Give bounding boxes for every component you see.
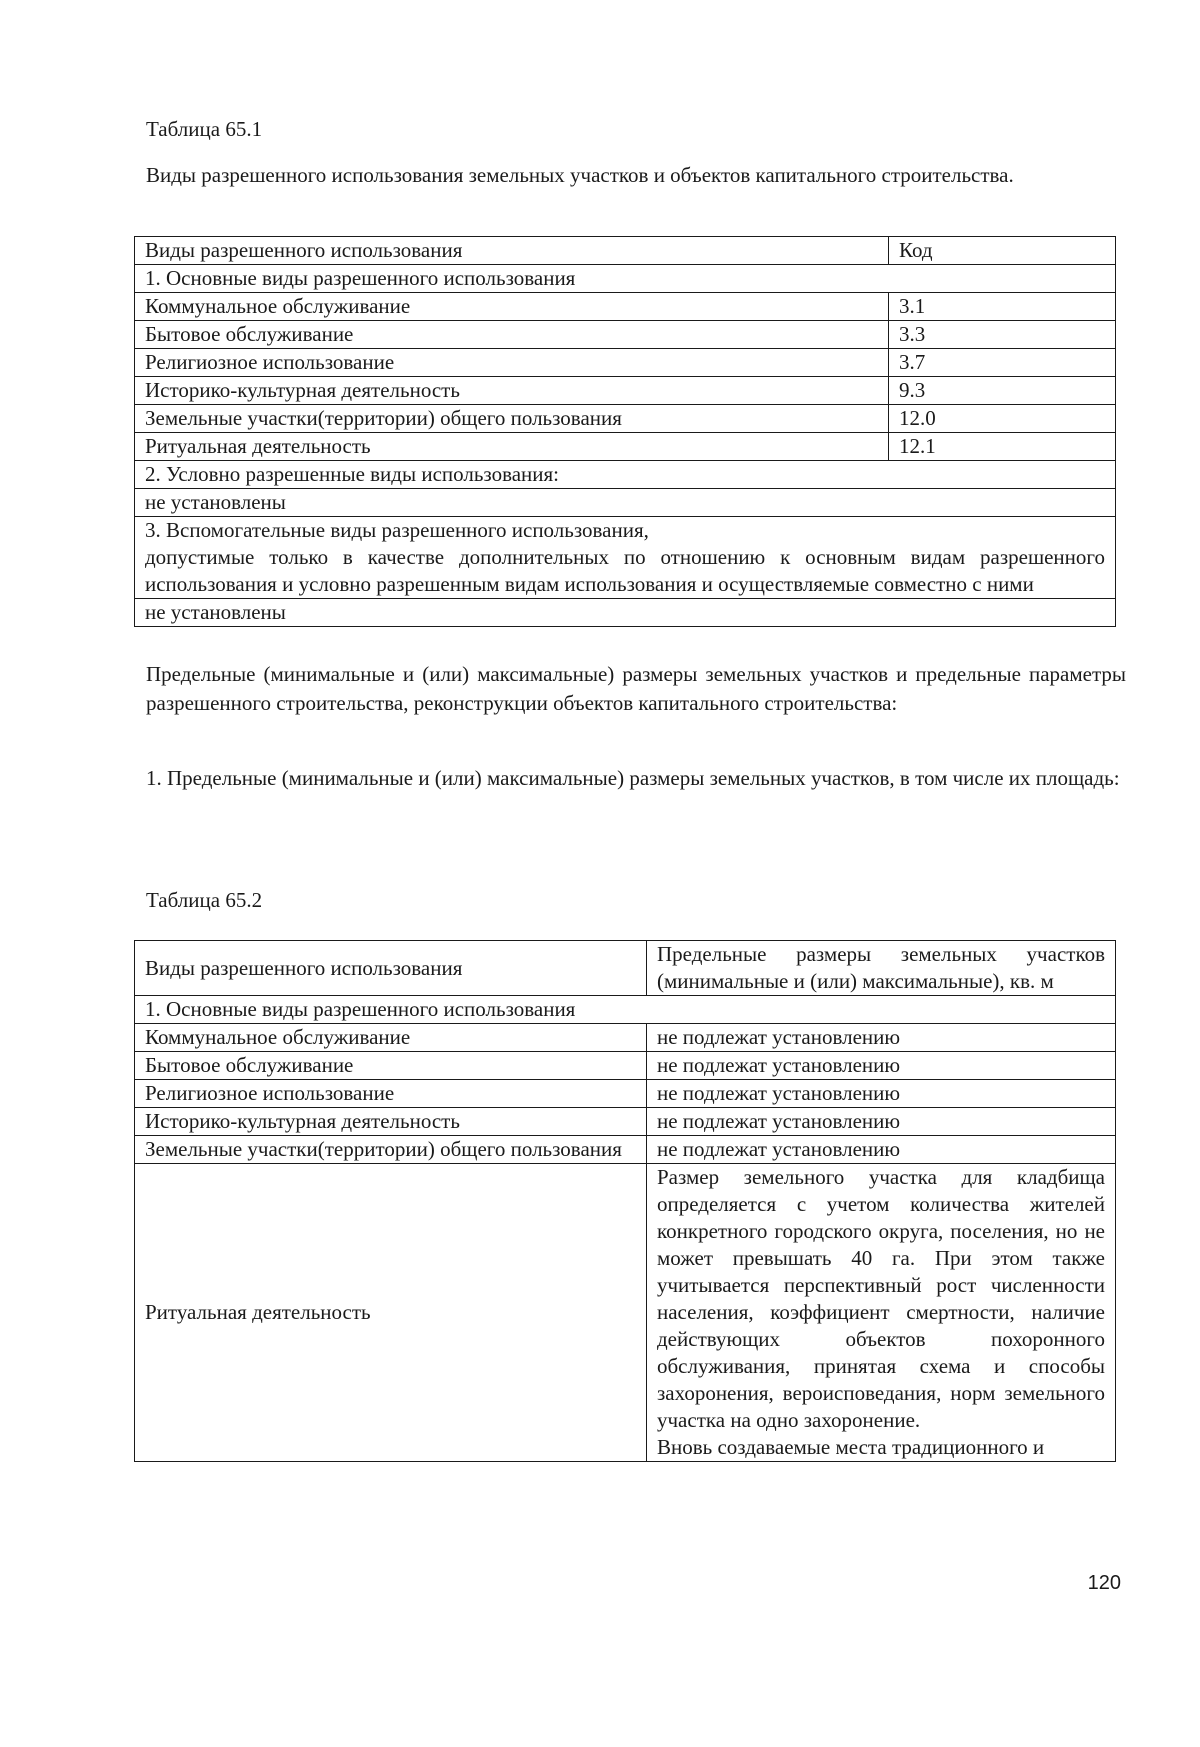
use-name-cell: Коммунальное обслуживание (135, 293, 889, 321)
section-row (135, 517, 1116, 599)
paragraph-land-sizes: 1. Предельные (минимальные и (или) максимальные) размеры земельных участков, в том числе их площадь: (146, 766, 1120, 790)
paragraph-limits: Предельные (минимальные и (или) максимальные) размеры земельных участков и предельные параметры разрешенного строительства, реконструкции объектов капитального строительства: (146, 662, 1126, 715)
header-cell-code: Код (889, 237, 1116, 265)
section-row (135, 461, 1116, 489)
table-row (135, 599, 1116, 627)
cemetery-size-text-continued: Вновь создаваемые места традиционного и (657, 1435, 1045, 1459)
section-row (135, 996, 1116, 1024)
table-row (135, 1164, 1116, 1462)
size-value-cell: не подлежат установлению (647, 1052, 1116, 1080)
table-row (135, 1024, 1116, 1052)
use-code-cell: 3.1 (889, 293, 1116, 321)
size-value-cell: не подлежат установлению (647, 1108, 1116, 1136)
use-name-cell: Коммунальное обслуживание (135, 1024, 647, 1052)
section-title-auxiliary (135, 517, 1116, 599)
section-title-main: 1. Основные виды разрешенного использования (135, 265, 1116, 293)
table-row (135, 1080, 1116, 1108)
table-row (135, 1108, 1116, 1136)
table-row (135, 321, 1116, 349)
table1-title: Виды разрешенного использования земельных участков и объектов капитального строительства. (146, 163, 1014, 187)
use-name-cell: Ритуальная деятельность (135, 433, 889, 461)
section-row (135, 265, 1116, 293)
use-name-cell: Ритуальная деятельность (135, 1164, 647, 1462)
size-value-cell: не подлежат установлению (647, 1136, 1116, 1164)
table-row (135, 349, 1116, 377)
use-code-cell: 12.1 (889, 433, 1116, 461)
section-title-conditional: 2. Условно разрешенные виды использования: (135, 461, 1116, 489)
use-code-cell: 9.3 (889, 377, 1116, 405)
table-row (135, 377, 1116, 405)
table-row (135, 293, 1116, 321)
use-name-cell: Историко-культурная деятельность (135, 377, 889, 405)
use-code-cell: 3.3 (889, 321, 1116, 349)
header-cell-uses: Виды разрешенного использования (135, 237, 889, 265)
section-title-main: 1. Основные виды разрешенного использования (135, 996, 1116, 1024)
size-value-cell: не подлежат установлению (647, 1080, 1116, 1108)
table-land-plot-sizes (134, 940, 1116, 1462)
page-number: 120 (1087, 1572, 1121, 1594)
header-cell-sizes: Предельные размеры земельных участков (минимальные и (или) максимальные), кв. м (647, 941, 1116, 996)
table-permitted-uses (134, 236, 1116, 627)
use-code-cell: 3.7 (889, 349, 1116, 377)
use-name-cell: Земельные участки(территории) общего пользования (135, 1136, 647, 1164)
use-name-cell: Земельные участки(территории) общего пользования (135, 405, 889, 433)
auxiliary-title-line1: 3. Вспомогательные виды разрешенного использования, (145, 518, 649, 542)
table-row (135, 433, 1116, 461)
table1-caption: Таблица 65.1 (146, 117, 263, 141)
header-cell-uses: Виды разрешенного использования (135, 941, 647, 996)
conditional-value-cell: не установлены (135, 489, 1116, 517)
table-row (135, 1136, 1116, 1164)
auxiliary-title-line2: допустимые только в качестве дополнительных по отношению к основным видам разрешенного использования и условно разрешенным видам использования и осуществляемые совместно с ними (145, 545, 1105, 596)
table-row (135, 405, 1116, 433)
use-name-cell: Бытовое обслуживание (135, 321, 889, 349)
table-header-row (135, 941, 1116, 996)
table-header-row (135, 237, 1116, 265)
use-name-cell: Бытовое обслуживание (135, 1052, 647, 1080)
auxiliary-value-cell: не установлены (135, 599, 1116, 627)
cemetery-size-text: Размер земельного участка для кладбища определяется с учетом количества жителей конкретного городского округа, поселения, но не может превышать 40 га. При этом также учитывается перспективный рост численности населения, коэффициент смертности, наличие действующих объектов похоронного обслуживания, принятая схема и способы захоронения, вероисповедания, норм земельного участка на одно захоронение. (657, 1165, 1105, 1432)
size-value-cell (647, 1164, 1116, 1462)
use-code-cell: 12.0 (889, 405, 1116, 433)
table-row (135, 1052, 1116, 1080)
table-row (135, 489, 1116, 517)
use-name-cell: Историко-культурная деятельность (135, 1108, 647, 1136)
size-value-cell: не подлежат установлению (647, 1024, 1116, 1052)
use-name-cell: Религиозное использование (135, 1080, 647, 1108)
table2-caption: Таблица 65.2 (146, 888, 263, 912)
use-name-cell: Религиозное использование (135, 349, 889, 377)
